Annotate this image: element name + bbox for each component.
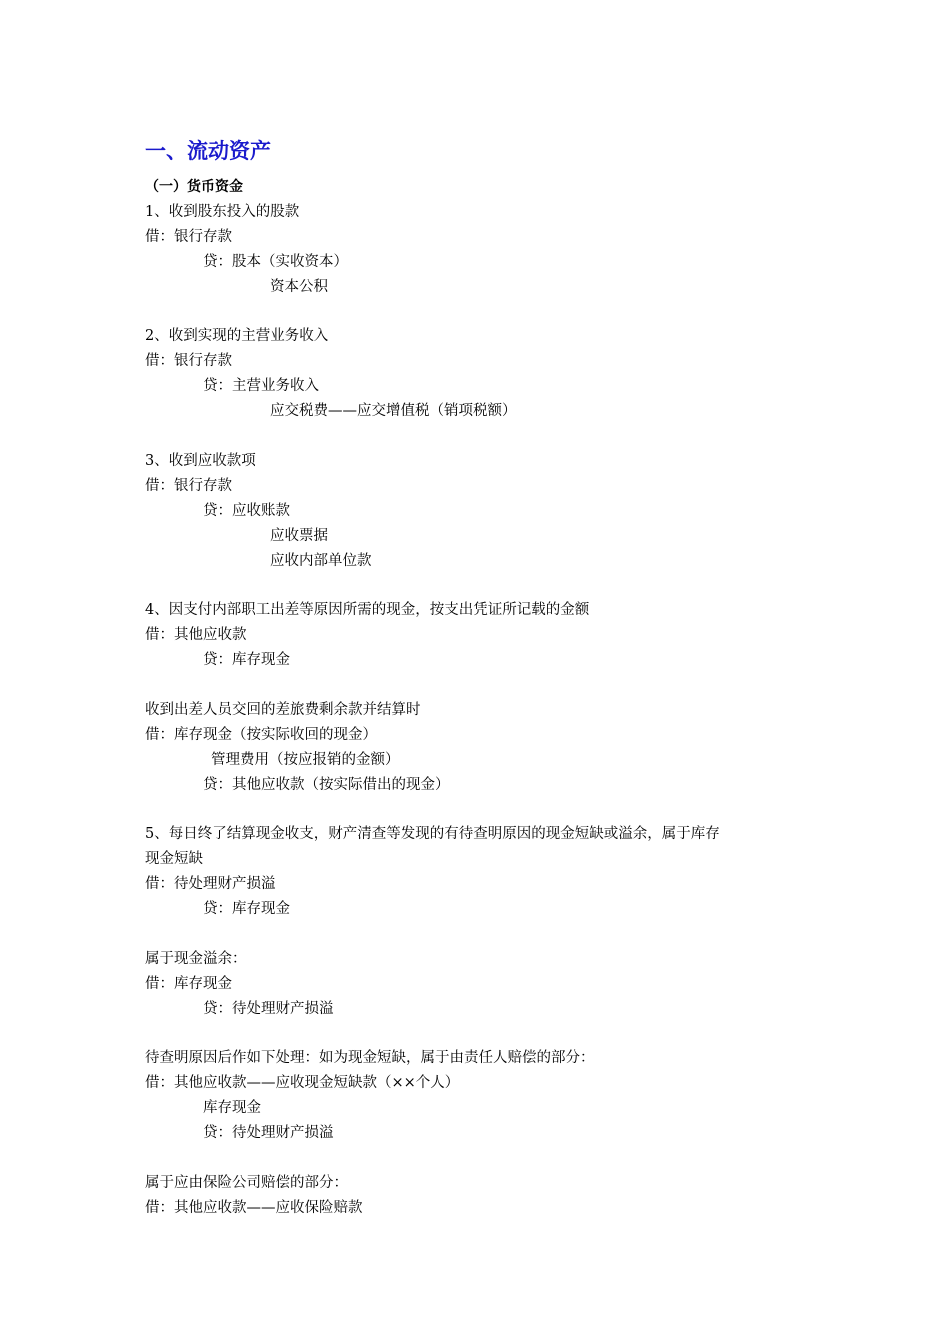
credit-line: 贷：待处理财产损溢 [203, 1001, 334, 1017]
entry-note: 收到出差人员交回的差旅费剩余款并结算时 [145, 702, 421, 718]
debit-line: 借：待处理财产损溢 [145, 876, 276, 892]
debit-line: 借：其他应收款——应收现金短缺款（××个人） [145, 1075, 460, 1091]
credit-line: 贷：主营业务收入 [203, 378, 319, 394]
debit-subline: 管理费用（按应报销的金额） [211, 752, 400, 768]
entry-note: 待查明原因后作如下处理：如为现金短缺，属于由责任人赔偿的部分： [145, 1050, 595, 1066]
credit-subline: 应收内部单位款 [270, 553, 372, 569]
entry-title-5-cont: 现金短缺 [145, 851, 203, 867]
entry-title-2: 2、收到实现的主营业务收入 [145, 328, 329, 344]
entry-title-5: 5、每日终了结算现金收支，财产清查等发现的有待查明原因的现金短缺或溢余，属于库存 [145, 826, 720, 842]
section-heading: 一、流动资产 [145, 139, 271, 163]
credit-line: 贷：应收账款 [203, 503, 290, 519]
debit-line: 借：其他应收款 [145, 627, 247, 643]
credit-subline: 资本公积 [270, 279, 328, 295]
credit-line: 贷：库存现金 [203, 901, 290, 917]
entry-note: 属于应由保险公司赔偿的部分： [145, 1175, 348, 1191]
debit-line: 借：银行存款 [145, 229, 232, 245]
credit-line: 贷：其他应收款（按实际借出的现金） [203, 777, 450, 793]
debit-line: 借：库存现金（按实际收回的现金） [145, 727, 377, 743]
debit-line: 借：其他应收款——应收保险赔款 [145, 1200, 363, 1216]
debit-line: 借：银行存款 [145, 353, 232, 369]
entry-title-3: 3、收到应收款项 [145, 453, 256, 469]
debit-line: 借：银行存款 [145, 478, 232, 494]
credit-subline: 应收票据 [270, 528, 328, 544]
debit-subline: 库存现金 [203, 1100, 261, 1116]
credit-subline: 应交税费——应交增值税（销项税额） [270, 403, 517, 419]
credit-line: 贷：库存现金 [203, 652, 290, 668]
entry-title-4: 4、因支付内部职工出差等原因所需的现金，按支出凭证所记载的金额 [145, 602, 590, 618]
entry-title-1: 1、收到股东投入的股款 [145, 204, 300, 220]
credit-line: 贷：待处理财产损溢 [203, 1125, 334, 1141]
subsection-heading: （一）货币资金 [145, 179, 243, 195]
debit-line: 借：库存现金 [145, 976, 232, 992]
entry-note: 属于现金溢余： [145, 951, 247, 967]
credit-line: 贷：股本（实收资本） [203, 254, 348, 270]
